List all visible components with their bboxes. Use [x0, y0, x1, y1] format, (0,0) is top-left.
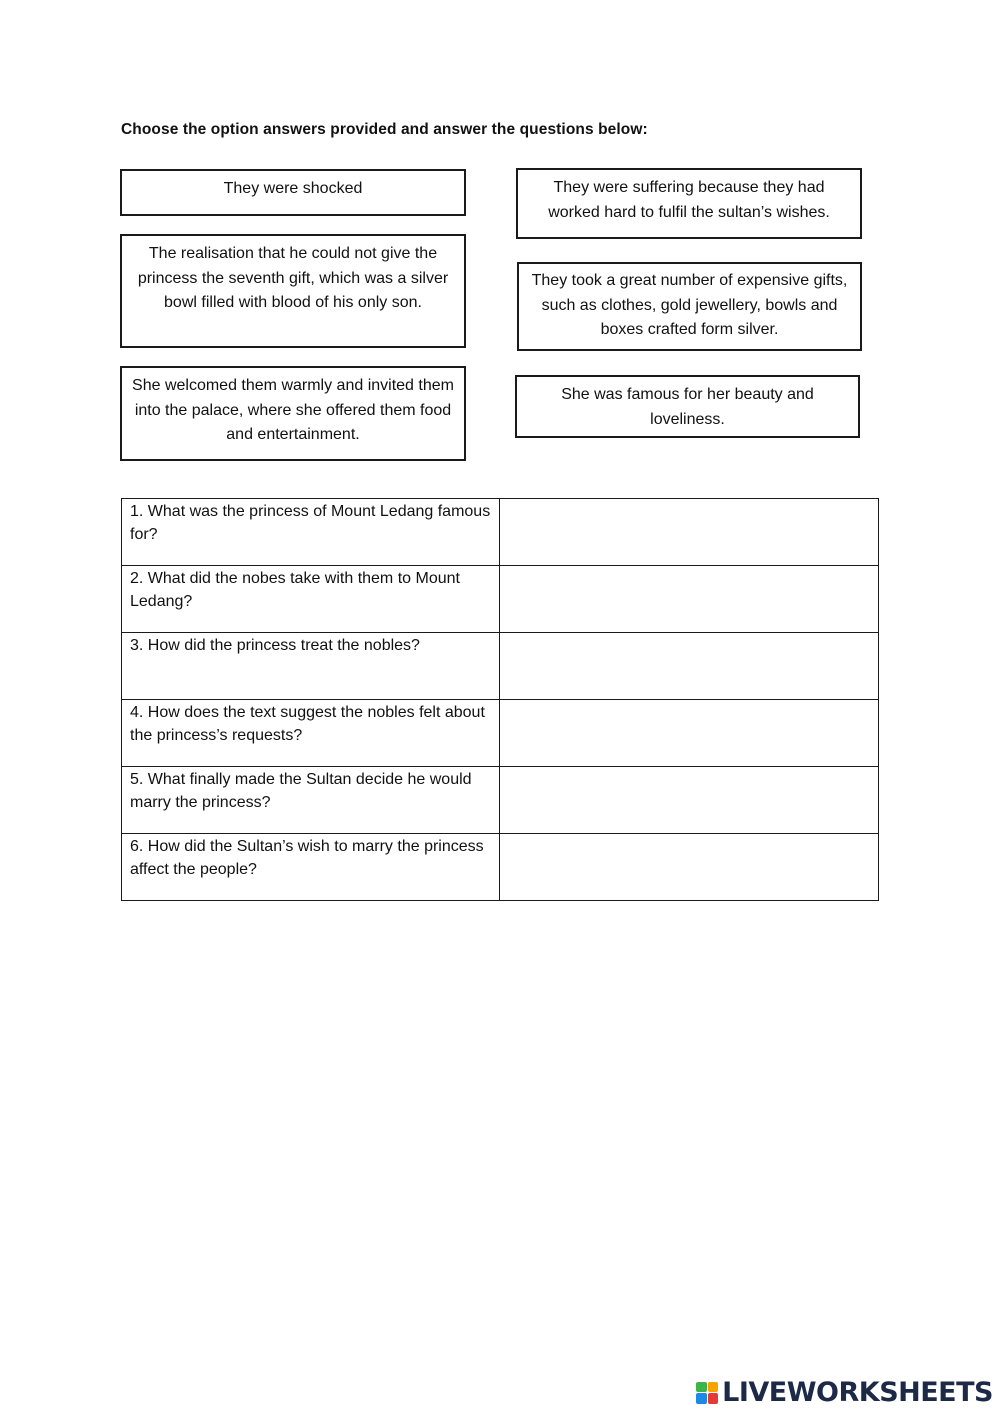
answer-drop-zone[interactable] [500, 834, 879, 901]
answer-drop-zone[interactable] [500, 566, 879, 633]
question-cell: 5. What finally made the Sultan decide he would marry the princess? [122, 767, 500, 834]
answer-drop-zone[interactable] [500, 499, 879, 566]
answer-drop-zone[interactable] [500, 700, 879, 767]
logo-square-green [696, 1382, 707, 1393]
answer-option-text: She welcomed them warmly and invited them into the palace, where she offered them food and entertainment. [132, 377, 454, 443]
answer-option-famous[interactable] [515, 375, 860, 438]
question-cell: 1. What was the princess of Mount Ledang famous for? [122, 499, 500, 566]
table-row [122, 834, 879, 901]
table-row [122, 499, 879, 566]
logo-square-red [708, 1393, 719, 1404]
question-cell: 6. How did the Sultan’s wish to marry the princess affect the people? [122, 834, 500, 901]
table-row [122, 700, 879, 767]
liveworksheets-logo [696, 1377, 993, 1408]
question-cell: 4. How does the text suggest the nobles felt about the princess’s requests? [122, 700, 500, 767]
answer-option-gifts[interactable] [517, 262, 862, 351]
answer-option-text: They were suffering because they had worked hard to fulfil the sultan’s wishes. [548, 179, 830, 221]
answer-option-shocked[interactable] [120, 169, 466, 216]
answer-option-welcomed[interactable] [120, 366, 466, 461]
answer-option-text: She was famous for her beauty and loveliness. [561, 386, 814, 428]
logo-square-orange [708, 1382, 719, 1393]
answer-option-text: They took a great number of expensive gifts, such as clothes, gold jewellery, bowls and boxes crafted form silver. [531, 272, 848, 338]
instructions-heading: Choose the option answers provided and answer the questions below: [121, 121, 648, 138]
answer-option-text: The realisation that he could not give the princess the seventh gift, which was a silver bowl filled with blood of his only son. [137, 245, 449, 311]
answer-option-realisation[interactable] [120, 234, 466, 348]
answer-option-suffering[interactable] [516, 168, 862, 239]
questions-table [121, 498, 879, 901]
liveworksheets-logo-icon [696, 1382, 718, 1404]
table-row [122, 566, 879, 633]
table-row [122, 767, 879, 834]
question-cell: 2. What did the nobes take with them to Mount Ledang? [122, 566, 500, 633]
logo-square-blue [696, 1393, 707, 1404]
liveworksheets-wordmark: LIVEWORKSHEETS [722, 1377, 993, 1408]
answer-option-text: They were shocked [223, 180, 363, 197]
table-row [122, 633, 879, 700]
answer-drop-zone[interactable] [500, 767, 879, 834]
question-cell: 3. How did the princess treat the nobles? [122, 633, 500, 700]
answer-drop-zone[interactable] [500, 633, 879, 700]
